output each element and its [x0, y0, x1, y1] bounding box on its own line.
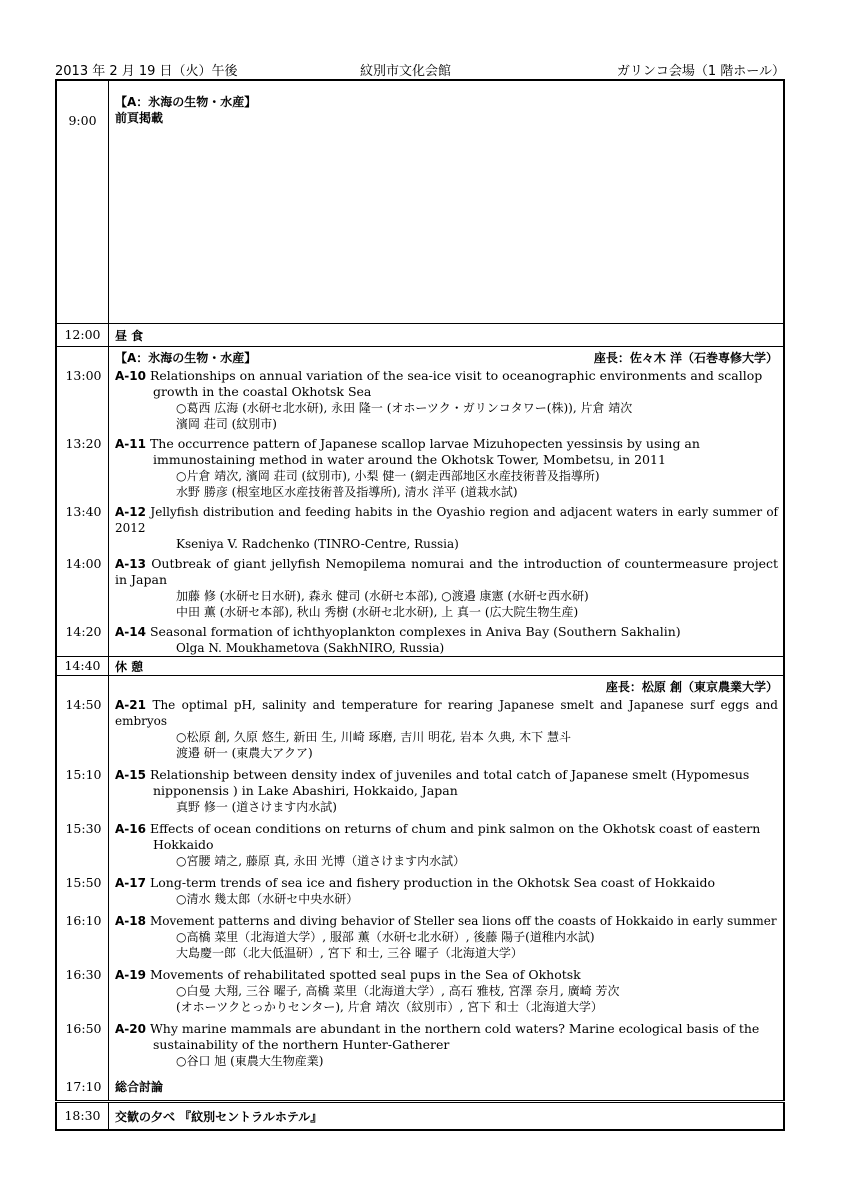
presentation-code: A-18	[115, 914, 146, 928]
presentation-authors: (オホーツクとっかりセンター), 片倉 靖次（紋別市）, 宮下 和士（北海道大学）	[176, 1000, 603, 1014]
presentation-title: Relationship between density index of juveniles and total catch of Japanese smelt (Hypomesus	[149, 767, 750, 782]
presentation-authors: ○宮腰 靖之, 藤原 真, 永田 光博（道さけます内水試）	[176, 854, 466, 868]
header-date: 2013 年 2 月 19 日（火）午後	[55, 64, 238, 79]
presentation-title: Effects of ocean conditions on returns of chum and pink salmon on the Okhotsk coast of eastern	[149, 821, 761, 836]
presentation-code: A-16	[115, 822, 146, 836]
presentation-authors: 大島慶一郎（北大低温研）, 宮下 和士, 三谷 曜子（北海道大学）	[176, 946, 523, 960]
presentation-authors: Kseniya V. Radchenko (TINRO-Centre, Russia)	[176, 537, 459, 551]
presentation-code: A-19	[115, 968, 146, 982]
time-label: 9:00	[68, 113, 97, 128]
presentation-authors: 中田 薫 (水研セ本部), 秋山 秀樹 (水研セ北水研), 上 真一 (広大院生物生産)	[176, 605, 579, 619]
presentation-code: A-15	[115, 768, 146, 782]
presentation-a14	[65, 624, 778, 656]
presentation-a20	[65, 1021, 778, 1069]
presentation-title-cont: growth in the coastal Okhotsk Sea	[153, 384, 372, 399]
presentation-authors: ○白曼 大翔, 三谷 曜子, 高橋 菜里（北海道大学）, 高石 雅枝, 宮澤 奈月, 廣崎 芳次	[176, 984, 620, 998]
presentation-code: A-12	[115, 505, 146, 519]
presentation-title: The optimal pH, salinity and temperature for rearing Japanese smelt and Japanese surf eggs and embryos	[115, 698, 778, 728]
time-label: 16:30	[65, 967, 102, 982]
presentation-authors: ○葛西 広海 (水研セ北水研), 永田 隆一 (オホーツク・ガリンコタワー(株)), 片倉 靖次	[176, 401, 633, 415]
schedule-table	[55, 79, 785, 1131]
presentation-code: A-14	[115, 625, 146, 639]
presentation-authors: 渡邉 研一 (東農大アクア)	[176, 746, 313, 760]
time-label: 16:50	[65, 1021, 102, 1036]
time-label: 15:30	[65, 821, 102, 836]
schedule-row-session-3	[56, 676, 784, 1102]
time-label: 12:00	[64, 327, 101, 342]
time-label: 18:30	[64, 1108, 101, 1123]
presentation-code: A-17	[115, 876, 146, 890]
lunch-label: 昼 食	[115, 329, 144, 343]
presentation-authors: ○片倉 靖次, 濱岡 荘司 (紋別市), 小梨 健一 (網走西部地区水産技術普及指導所)	[176, 469, 600, 483]
schedule-row-party	[56, 1102, 784, 1131]
session-chair: 座長：佐々木 洋（石巻専修大学）	[593, 351, 778, 365]
time-label: 13:00	[65, 368, 102, 383]
presentation-title-cont: nipponensis ) in Lake Abashiri, Hokkaido, Japan	[153, 783, 458, 798]
presentation-code: A-13	[115, 557, 146, 571]
presentation-authors: ○高橋 菜里（北海道大学）, 服部 薫（水研セ北水研）, 後藤 陽子(道稚内水試)	[176, 930, 595, 944]
discussion	[65, 1079, 778, 1095]
presentation-title: Movement patterns and diving behavior of Steller sea lions off the coasts of Hokkaido in early summer	[149, 914, 777, 928]
presentation-authors: 真野 修一 (道さけます内水試)	[176, 800, 337, 814]
presentation-title: Movements of rehabilitated spotted seal pups in the Sea of Okhotsk	[149, 967, 581, 982]
schedule-row-lunch	[56, 324, 784, 347]
section-heading: 【A：氷海の生物・水産】	[115, 95, 257, 109]
presentation-a15	[65, 767, 778, 815]
note-text: 前頁掲載	[115, 111, 164, 125]
time-label: 14:40	[64, 658, 101, 673]
presentation-code: A-20	[115, 1022, 146, 1036]
presentation-title-cont: Hokkaido	[153, 837, 214, 852]
time-label: 16:10	[65, 913, 102, 928]
presentation-title: Outbreak of giant jellyfish Nemopilema nomurai and the introduction of countermeasure project in Japan	[115, 556, 778, 587]
presentation-a18	[65, 913, 778, 961]
presentation-authors: 濱岡 荘司 (紋別市)	[176, 417, 277, 431]
session-chair: 座長：松原 創（東京農業大学）	[605, 680, 778, 694]
presentation-authors: 加藤 修 (水研セ日水研), 森永 健司 (水研セ本部), ○渡邉 康憲 (水研セ西水研)	[176, 589, 589, 603]
presentation-a11	[65, 436, 778, 500]
presentation-a10	[65, 368, 778, 432]
presentation-a12	[65, 504, 778, 552]
presentation-title-cont: sustainability of the northern Hunter-Gatherer	[153, 1037, 450, 1052]
time-label: 17:10	[65, 1079, 102, 1094]
presentation-title: Long-term trends of sea ice and fishery production in the Okhotsk Sea coast of Hokkaido	[149, 875, 715, 890]
presentation-title: Jellyfish distribution and feeding habits in the Oyashio region and adjacent waters in early summer of 2012	[115, 505, 778, 535]
presentation-authors: ○松原 創, 久原 悠生, 新田 生, 川崎 琢磨, 吉川 明花, 岩本 久典, 木下 慧斗	[176, 730, 571, 744]
presentation-authors: Olga N. Moukhametova (SakhNIRO, Russia)	[176, 641, 445, 655]
time-label: 14:50	[65, 697, 102, 712]
presentation-title: Relationships on annual variation of the sea-ice visit to oceanographic environments and scallop	[149, 368, 763, 383]
time-label: 15:50	[65, 875, 102, 890]
presentation-title: Why marine mammals are abundant in the northern cold waters? Marine ecological basis of the	[149, 1021, 760, 1036]
presentation-authors: ○谷口 旭 (東農大生物産業)	[176, 1054, 324, 1068]
discussion-label: 総合討論	[115, 1080, 164, 1094]
presentation-a13	[65, 556, 778, 620]
header-hall: ガリンコ会場（1 階ホール）	[616, 64, 785, 79]
presentation-authors: 水野 勝彦 (根室地区水産技術普及指導所), 清水 洋平 (道栽水試)	[176, 485, 518, 499]
section-heading: 【A：氷海の生物・水産】	[115, 351, 257, 365]
presentation-code: A-11	[115, 437, 146, 451]
time-label: 13:40	[65, 504, 102, 519]
presentation-a21	[65, 697, 778, 761]
presentation-code: A-10	[115, 369, 146, 383]
schedule-row-session-2	[56, 347, 784, 657]
time-label: 13:20	[65, 436, 102, 451]
break-label: 休 憩	[115, 660, 144, 674]
presentation-a16	[65, 821, 778, 869]
time-label: 15:10	[65, 767, 102, 782]
party-label: 交歓の夕べ 『紋別セントラルホテル』	[115, 1110, 323, 1124]
presentation-a19	[65, 967, 778, 1015]
schedule-row-morning	[56, 80, 784, 324]
presentation-title-cont: immunostaining method in water around the Okhotsk Tower, Mombetsu, in 2011	[153, 452, 666, 467]
presentation-authors: ○清水 幾太郎（水研セ中央水研）	[176, 892, 359, 906]
presentation-title: The occurrence pattern of Japanese scallop larvae Mizuhopecten yessinsis by using an	[149, 436, 700, 451]
time-label: 14:00	[65, 556, 102, 571]
schedule-row-break	[56, 657, 784, 676]
page-header	[55, 60, 785, 78]
presentation-a17	[65, 875, 778, 907]
time-label: 14:20	[65, 624, 102, 639]
presentation-code: A-21	[115, 698, 146, 712]
header-venue: 紋別市文化会館	[360, 64, 452, 79]
presentation-title: Seasonal formation of ichthyoplankton complexes in Aniva Bay (Southern Sakhalin)	[149, 624, 681, 639]
